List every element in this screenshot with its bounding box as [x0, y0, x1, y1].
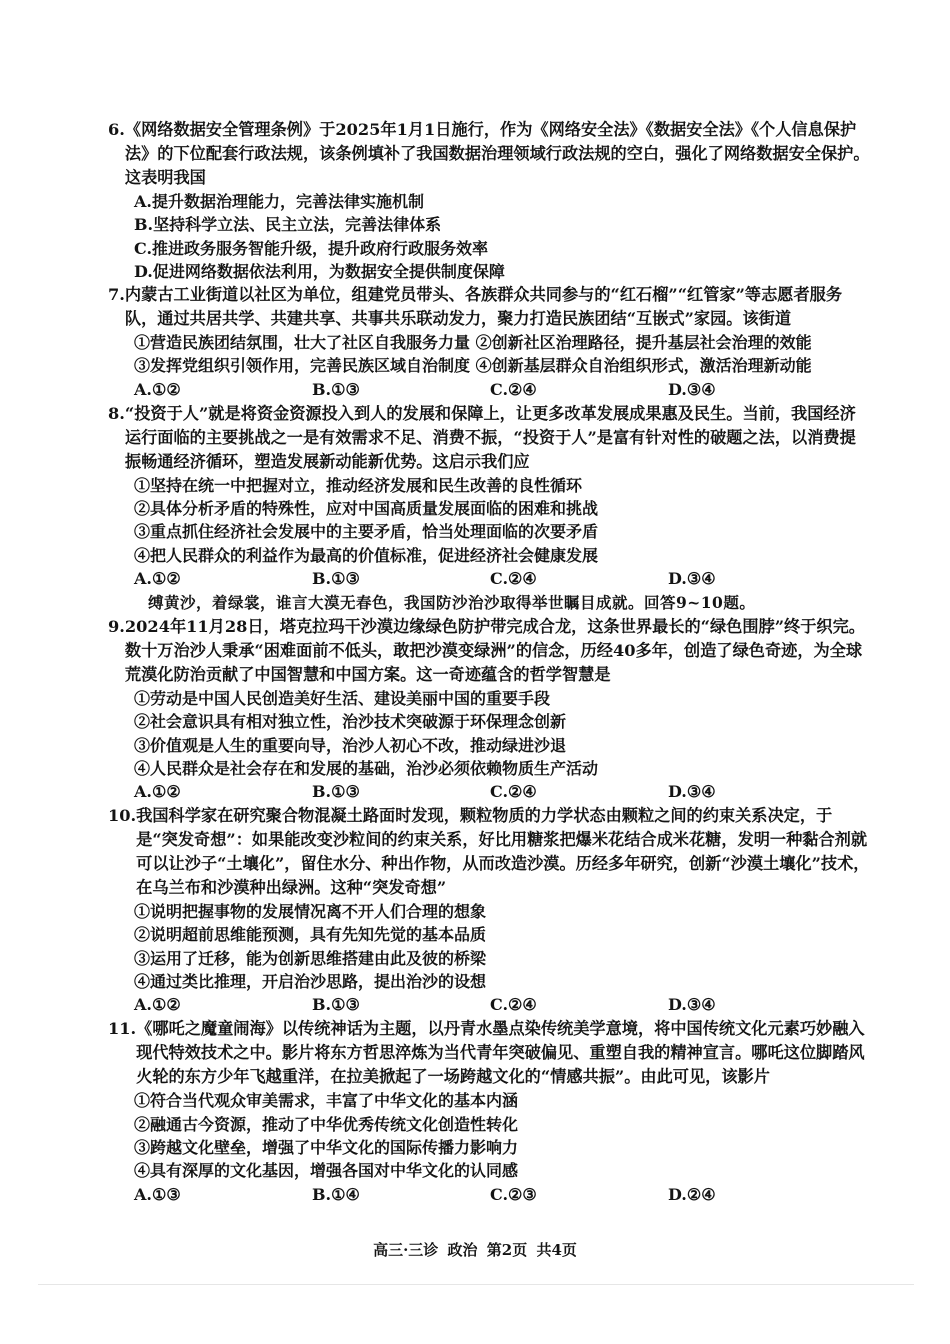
- choice-d: D.③④: [668, 568, 716, 588]
- statement-item: ②社会意识具有相对独立性，治沙技术突破源于环保理念创新: [134, 712, 567, 732]
- question-number: 10.: [108, 806, 137, 826]
- choice-c: C.②③: [490, 1184, 537, 1204]
- question-number: 7.: [108, 285, 125, 305]
- choice-d: D.③④: [668, 782, 716, 802]
- choice-row: [134, 378, 870, 402]
- statement-item: ④人民群众是社会存在和发展的基础，治沙必须依赖物质生产活动: [134, 758, 599, 778]
- statement-item: ②融通古今资源，推动了中华优秀传统文化创造性转化: [134, 1114, 519, 1134]
- statement-item: ②说明超前思维能预测，具有先知先觉的基本品质: [134, 925, 487, 945]
- question-stem: 内蒙古工业街道以社区为单位，组建党员带头、各族群众共同参与的“红石榴”“红管家”等志愿者服务队，通过共居共学、共建共享、共事共乐联动发力，聚力打造民族团结“互嵌式”家园。该街道: [124, 285, 843, 329]
- statement-item: ①符合当代观众审美需求，丰富了中华文化的基本内涵: [134, 1091, 519, 1111]
- question-stem: “投资于人”就是将资金资源投入到人的发展和保障上，让更多改革发展成果惠及民生。当前，我国经济运行面临的主要挑战之一是有效需求不足、消费不振，“投资于人”是富有针对性的破题之法，以消费提振畅通经济循环，塑造发展新动能新优势。这启示我们应: [124, 403, 856, 471]
- question-number: 11.: [108, 1019, 137, 1039]
- choice-c: C.②④: [490, 568, 537, 588]
- choice-row: [134, 993, 870, 1017]
- choice-c: C.②④: [490, 995, 537, 1015]
- option-b: B.坚持科学立法、民主立法，完善法律体系: [134, 215, 442, 235]
- statement-item: ③运用了迁移，能为创新思维搭建由此及彼的桥梁: [134, 948, 487, 968]
- statement-item: ③发挥党组织引领作用，完善民族区域自治制度 ④创新基层群众自治组织形式，激活治理新动能: [134, 356, 812, 376]
- option-a: A.提升数据治理能力，完善法律实施机制: [134, 192, 424, 211]
- choice-row: [134, 567, 870, 591]
- question-11: [108, 1017, 870, 1206]
- choice-row: [134, 780, 870, 804]
- choice-b: B.①③: [312, 782, 360, 802]
- choice-row: [134, 1183, 870, 1207]
- question-stem: 我国科学家在研究聚合物混凝土路面时发现，颗粒物质的力学状态由颗粒之间的约束关系决定，于是“突发奇想”：如果能改变沙粒间的约束关系，好比用糖浆把爆米花结合成米花糖，发明一种黏合剂就可以让沙子“土壤化”，留住水分、种出作物，从而改造沙漠。历经多年研究，创新“沙漠土壤化”技术，在乌兰布和沙漠种出绿洲。这种“突发奇想”: [136, 806, 870, 898]
- question-8: [108, 402, 870, 591]
- question-6: [108, 118, 870, 283]
- footer-subject: 政治: [447, 1241, 478, 1259]
- statement-item: ①说明把握事物的发展情况离不开人们合理的想象: [134, 902, 487, 922]
- question-9: [108, 615, 870, 804]
- statement-item: ③跨越文化壁垒，增强了中华文化的国际传播力影响力: [134, 1137, 519, 1157]
- statement-item: ④把人民群众的利益作为最高的价值标准，促进经济社会健康发展: [134, 545, 599, 565]
- question-number: 6.: [108, 120, 125, 139]
- choice-c: C.②④: [490, 379, 537, 399]
- section-intro: 缚黄沙，着绿裳，谁言大漠无春色，我国防沙治沙取得举世瞩目成就。回答9~10题。: [148, 592, 756, 612]
- question-number: 8.: [108, 403, 125, 423]
- choice-a: A.①③: [134, 1184, 181, 1204]
- choice-a: A.①②: [134, 995, 181, 1015]
- choice-a: A.①②: [134, 568, 181, 588]
- page-footer: [0, 1240, 950, 1260]
- statement-item: ①劳动是中国人民创造美好生活、建设美丽中国的重要手段: [134, 688, 551, 708]
- statement-item: ①营造民族团结氛围，壮大了社区自我服务力量 ②创新社区治理路径，提升基层社会治理的效能: [134, 333, 812, 353]
- statement-item: ④具有深厚的文化基因，增强各国对中华文化的认同感: [134, 1161, 519, 1181]
- choice-b: B.①④: [312, 1184, 360, 1204]
- question-stem: 《哪吒之魔童闹海》以传统神话为主题，以丹青水墨点染传统美学意境，将中国传统文化元素巧妙融入现代特效技术之中。影片将东方哲思淬炼为当代青年突破偏见、重塑自我的精神宣言。哪吒这位脚踏风火轮的东方少年飞越重洋，在拉美掀起了一场跨越文化的“情感共振”。由此可见，该影片: [136, 1019, 865, 1087]
- choice-d: D.③④: [668, 995, 716, 1015]
- choice-a: A.①②: [134, 379, 181, 399]
- footer-page: 第2页: [486, 1241, 528, 1259]
- option-d: D.促进网络数据依法利用，为数据安全提供制度保障: [134, 261, 505, 281]
- question-10: [108, 804, 870, 1017]
- statement-item: ②具体分析矛盾的特殊性，应对中国高质量发展面临的困难和挑战: [134, 499, 599, 519]
- question-list: [108, 118, 870, 1207]
- choice-d: D.③④: [668, 379, 716, 399]
- page-bottom-edge: [38, 1284, 914, 1285]
- footer-grade: 高三·三诊: [373, 1241, 439, 1259]
- choice-c: C.②④: [490, 782, 537, 802]
- statement-item: ③重点抓住经济社会发展中的主要矛盾，恰当处理面临的次要矛盾: [134, 522, 599, 542]
- footer-total: 共4页: [536, 1241, 577, 1259]
- question-7: [108, 283, 870, 402]
- choice-b: B.①③: [312, 379, 360, 399]
- statement-item: ③价值观是人生的重要向导，治沙人初心不改，推动绿进沙退: [134, 735, 567, 755]
- choice-b: B.①③: [312, 568, 360, 588]
- question-stem: 《网络数据安全管理条例》于2025年1月1日施行，作为《网络安全法》《数据安全法》《个人信息保护法》的下位配套行政法规，该条例填补了我国数据治理领域行政法规的空白，强化了网络数据安全保护。这表明我国: [124, 120, 870, 187]
- statement-item: ④通过类比推理，开启治沙思路，提出治沙的设想: [134, 972, 487, 992]
- choice-d: D.②④: [668, 1184, 716, 1204]
- choice-a: A.①②: [134, 782, 181, 802]
- statement-item: ①坚持在统一中把握对立，推动经济发展和民生改善的良性循环: [134, 475, 583, 495]
- option-c: C.推进政务服务智能升级，提升政府行政服务效率: [134, 238, 489, 258]
- choice-b: B.①③: [312, 995, 360, 1015]
- question-stem: 2024年11月28日，塔克拉玛干沙漠边缘绿色防护带完成合龙，这条世界最长的“绿色围脖”终于织完。数十万治沙人秉承“困难面前不低头，敢把沙漠变绿洲”的信念，历经40多年，创造了绿色奇迹，为全球荒漠化防治贡献了中国智慧和中国方案。这一奇迹蕴含的哲学智慧是: [124, 616, 865, 684]
- question-number: 9.: [108, 616, 125, 636]
